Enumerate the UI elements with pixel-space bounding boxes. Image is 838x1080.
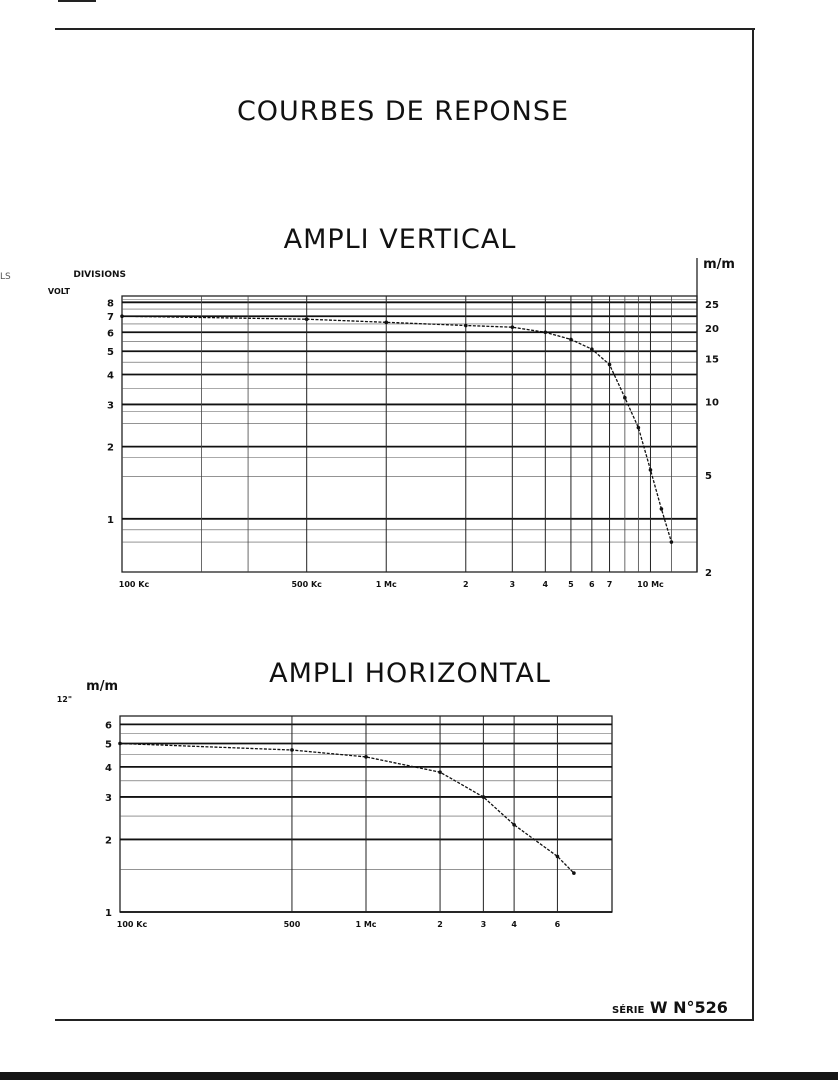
series-point: [556, 855, 560, 859]
series-point: [608, 363, 612, 367]
y-right-tick-label: 20: [705, 323, 719, 335]
y-tick-label: 3: [107, 400, 114, 412]
series-line: [120, 744, 574, 874]
series-point: [512, 823, 516, 827]
x-tick-label: 500: [283, 920, 301, 929]
y-right-tick-label: 25: [705, 300, 719, 312]
x-tick-label: 1 Mc: [355, 920, 377, 929]
series-point: [305, 317, 309, 321]
x-tick-label: 3: [509, 580, 516, 589]
y-tick-label: 8: [107, 298, 114, 310]
footer-main: W N°526: [649, 998, 728, 1017]
y-tick-label: 1: [105, 908, 112, 919]
x-tick-label: 4: [542, 580, 549, 589]
y-tick-label: 7: [107, 312, 114, 324]
y-tick-label: 2: [105, 835, 112, 847]
x-tick-label: 2: [462, 580, 469, 589]
series-point: [482, 795, 486, 799]
x-tick-label: 3: [480, 920, 487, 929]
x-tick-label: 5: [568, 580, 574, 589]
x-tick-label: 100 Kc: [116, 920, 148, 929]
y-tick-label: 6: [107, 328, 114, 340]
series-line: [122, 316, 671, 542]
series-point: [590, 347, 594, 351]
x-tick-label: 2: [437, 920, 443, 929]
y-tick-label: 5: [107, 347, 114, 359]
chart-horizontal: [57, 679, 612, 929]
x-tick-label: 100 Kc: [118, 580, 150, 589]
series-point: [364, 755, 368, 759]
x-tick-label: 6: [554, 920, 561, 929]
x-tick-label: 500 Kc: [291, 580, 322, 589]
x-tick-label: 4: [511, 920, 517, 929]
y-axis-label: DIVISIONS: [73, 270, 126, 280]
y-right-tick-label: 15: [705, 354, 719, 366]
series-point: [438, 770, 442, 774]
series-point: [637, 426, 641, 430]
y-right-tick-label: 2: [705, 568, 712, 579]
series-point: [670, 540, 674, 544]
series-point: [649, 468, 653, 472]
series-point: [464, 324, 468, 328]
x-tick-label: 6: [589, 580, 595, 589]
series-point: [660, 507, 664, 511]
series-point: [623, 396, 627, 400]
series-point: [384, 321, 388, 325]
y-axis-sublabel: VOLT: [47, 287, 70, 296]
y-tick-label: 5: [105, 739, 112, 751]
series-point: [290, 748, 294, 752]
y-tick-label: 3: [105, 792, 112, 804]
y-tick-label: 4: [107, 370, 114, 382]
plot-frame: [122, 296, 697, 572]
chart-title-vertical: AMPLI VERTICAL: [283, 224, 517, 255]
series-point: [572, 871, 576, 875]
series-point: [544, 330, 548, 334]
x-tick-label: 1 Mc: [375, 580, 397, 589]
y-axis-sublabel: 12": [56, 695, 72, 704]
y-tick-label: 1: [107, 514, 114, 526]
y-axis-label: m/m: [86, 679, 118, 694]
x-tick-label: 7: [606, 580, 613, 589]
y-right-tick-label: 10: [705, 397, 719, 409]
series-point: [569, 338, 573, 342]
chart-vertical: [48, 257, 735, 589]
chart-title-horizontal: AMPLI HORIZONTAL: [269, 658, 551, 689]
page-title: COURBES DE REPONSE: [236, 96, 570, 127]
y-right-axis-label: m/m: [703, 257, 735, 272]
y-tick-label: 4: [105, 762, 112, 774]
footer-prefix: SÉRIE: [612, 1005, 645, 1016]
y-tick-label: 2: [107, 442, 114, 454]
x-tick-label: 10 Mc: [637, 580, 664, 589]
y-tick-label: 6: [105, 720, 112, 732]
series-point: [118, 742, 122, 746]
y-right-tick-label: 5: [705, 470, 712, 482]
series-point: [120, 314, 124, 318]
series-point: [511, 325, 515, 329]
margin-mark: LS: [0, 272, 11, 282]
